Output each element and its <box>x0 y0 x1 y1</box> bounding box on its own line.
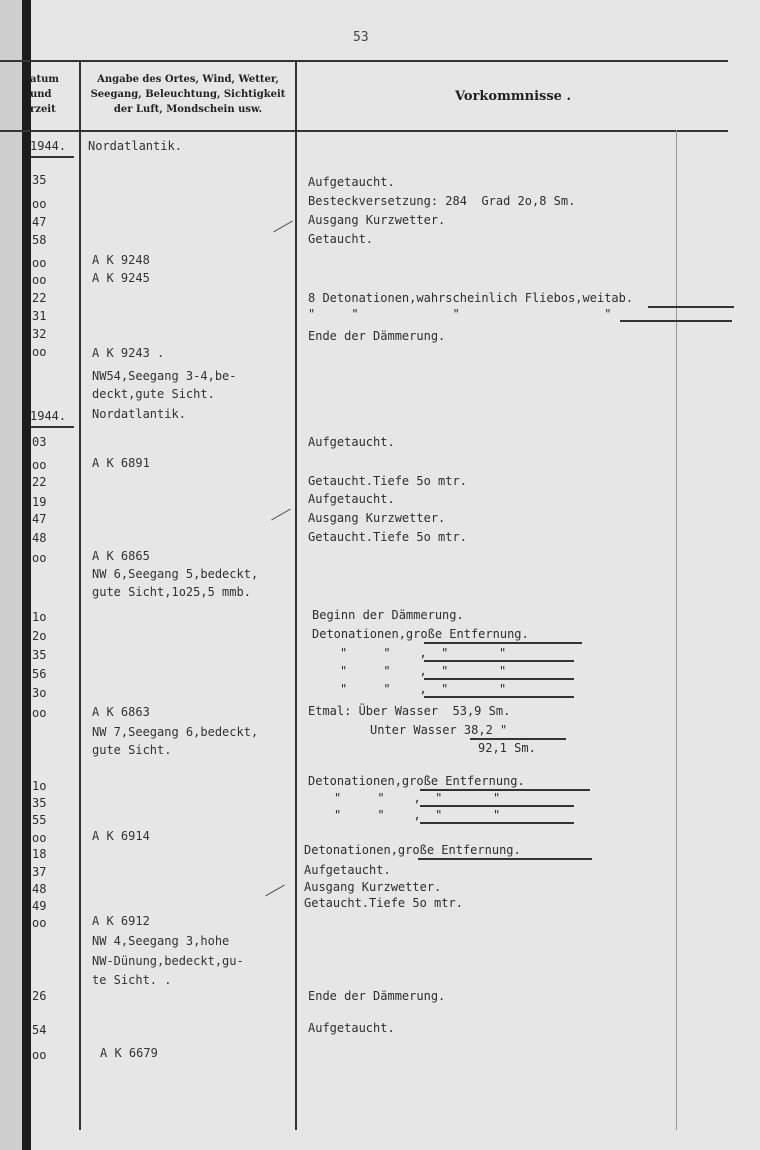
time-entry: 49 <box>32 899 47 913</box>
header-bottom-rule <box>0 130 728 132</box>
header-col-date-line: atum <box>30 74 59 85</box>
time-entry: oo <box>32 706 47 720</box>
location-entry: NW54,Seegang 3-4,be- <box>92 369 237 383</box>
location-entry: A K 9245 <box>92 271 150 285</box>
column-rule-1 <box>79 60 81 1130</box>
header-col-location <box>82 72 294 117</box>
time-entry: oo <box>32 197 47 211</box>
check-mark <box>273 221 293 233</box>
event-entry: Aufgetaucht. <box>304 863 391 877</box>
year-underline <box>30 426 74 428</box>
time-entry: oo <box>32 916 47 930</box>
year-underline <box>30 156 74 158</box>
year-entry: 1944. <box>30 409 67 423</box>
header-col-events: Vorkommnisse . <box>455 89 571 104</box>
header-col-date-line: und <box>30 89 52 100</box>
event-underline <box>424 678 574 680</box>
event-entry: 8 Detonationen,wahrscheinlich Fliebos,weitab. <box>308 291 634 305</box>
location-entry: A K 6679 <box>100 1046 158 1060</box>
event-entry: Getaucht.Tiefe 5o mtr. <box>304 896 463 910</box>
location-entry: A K 6891 <box>92 456 150 470</box>
event-underline <box>424 642 582 644</box>
event-entry: 92,1 Sm. <box>478 741 536 755</box>
location-entry: gute Sicht. <box>92 743 172 757</box>
location-entry: A K 9248 <box>92 253 150 267</box>
location-entry: NW 6,Seegang 5,bedeckt, <box>92 567 259 581</box>
time-entry: 47 <box>32 215 47 229</box>
event-entry: Getaucht.Tiefe 5o mtr. <box>308 474 467 488</box>
event-entry: " " , " " <box>334 791 501 805</box>
event-entry: " " , " " <box>334 808 501 822</box>
location-entry: gute Sicht,1o25,5 mmb. <box>92 585 251 599</box>
location-entry: te Sicht. . <box>92 973 172 987</box>
time-entry: 3o <box>32 686 47 700</box>
time-entry: 22 <box>32 475 47 489</box>
time-entry: oo <box>32 551 47 565</box>
check-mark <box>271 509 291 521</box>
time-entry: 48 <box>32 531 47 545</box>
page-number: 53 <box>353 30 369 45</box>
page-edge <box>0 0 22 1150</box>
location-entry: A K 6865 <box>92 549 150 563</box>
event-entry: Unter Wasser 38,2 " <box>370 723 508 737</box>
time-entry: oo <box>32 273 47 287</box>
column-rule-3 <box>676 130 677 1130</box>
check-mark <box>265 885 285 897</box>
location-entry: NW 4,Seegang 3,hohe <box>92 934 230 948</box>
time-entry: 54 <box>32 1023 47 1037</box>
time-entry: oo <box>32 1048 47 1062</box>
location-entry: NW 7,Seegang 6,bedeckt, <box>92 725 259 739</box>
event-entry: Ende der Dämmerung. <box>308 989 446 1003</box>
header-col-date-line: rzeit <box>30 104 56 115</box>
time-entry: 56 <box>32 667 47 681</box>
time-entry: 03 <box>32 435 47 449</box>
event-entry: Besteckversetzung: 284 Grad 2o,8 Sm. <box>308 194 576 208</box>
time-entry: 32 <box>32 327 47 341</box>
time-entry: 35 <box>32 648 47 662</box>
event-entry: Aufgetaucht. <box>308 1021 395 1035</box>
location-entry: A K 9243 . <box>92 346 165 360</box>
time-entry: 37 <box>32 865 47 879</box>
time-entry: 22 <box>32 291 47 305</box>
time-entry: oo <box>32 256 47 270</box>
header-col-location-line: Angabe des Ortes, Wind, Wetter, <box>97 74 279 85</box>
event-entry: Ausgang Kurzwetter. <box>308 213 446 227</box>
time-entry: 35 <box>32 796 47 810</box>
time-entry: 1o <box>32 779 47 793</box>
location-entry: Nordatlantik. <box>92 407 186 421</box>
event-entry: Detonationen,große Entfernung. <box>312 627 529 641</box>
event-underline <box>648 306 734 308</box>
header-top-rule <box>0 60 728 62</box>
event-underline <box>620 320 732 322</box>
time-entry: 47 <box>32 512 47 526</box>
time-entry: 26 <box>32 989 47 1003</box>
event-underline <box>424 696 574 698</box>
location-entry: deckt,gute Sicht. <box>92 387 215 401</box>
year-entry: 1944. <box>30 139 67 153</box>
event-entry: " " , " " <box>340 682 507 696</box>
time-entry: 48 <box>32 882 47 896</box>
location-entry: A K 6914 <box>92 829 150 843</box>
header-col-date <box>30 72 78 117</box>
event-underline <box>418 858 592 860</box>
event-entry: Beginn der Dämmerung. <box>312 608 464 622</box>
event-underline <box>424 660 574 662</box>
location-entry: A K 6912 <box>92 914 150 928</box>
header-col-location-line: der Luft, Mondschein usw. <box>113 104 263 115</box>
location-entry: NW-Dünung,bedeckt,gu- <box>92 954 244 968</box>
time-entry: oo <box>32 831 47 845</box>
event-entry: " " , " " <box>340 646 507 660</box>
event-entry: Getaucht. <box>308 232 374 246</box>
event-entry: Ende der Dämmerung. <box>308 329 446 343</box>
time-entry: 18 <box>32 847 47 861</box>
time-entry: 58 <box>32 233 47 247</box>
header-col-location-line: Seegang, Beleuchtung, Sichtigkeit <box>90 89 286 100</box>
time-entry: 31 <box>32 309 47 323</box>
event-underline <box>420 822 574 824</box>
event-entry: Detonationen,große Entfernung. <box>304 843 521 857</box>
time-entry: 19 <box>32 495 47 509</box>
time-entry: 35 <box>32 173 47 187</box>
location-entry: Nordatlantik. <box>88 139 182 153</box>
event-entry: " " " " <box>308 307 612 321</box>
event-entry: Ausgang Kurzwetter. <box>304 880 442 894</box>
time-entry: 1o <box>32 610 47 624</box>
column-rule-2 <box>295 60 297 1130</box>
location-entry: A K 6863 <box>92 705 150 719</box>
binding-strip <box>22 0 31 1150</box>
time-entry: 55 <box>32 813 47 827</box>
time-entry: oo <box>32 458 47 472</box>
event-entry: Aufgetaucht. <box>308 435 395 449</box>
event-entry: " " , " " <box>340 664 507 678</box>
event-entry: Aufgetaucht. <box>308 492 395 506</box>
time-entry: oo <box>32 345 47 359</box>
time-entry: 2o <box>32 629 47 643</box>
event-entry: Detonationen,große Entfernung. <box>308 774 525 788</box>
event-entry: Etmal: Über Wasser 53,9 Sm. <box>308 704 511 718</box>
event-entry: Aufgetaucht. <box>308 175 395 189</box>
event-entry: Getaucht.Tiefe 5o mtr. <box>308 530 467 544</box>
event-entry: Ausgang Kurzwetter. <box>308 511 446 525</box>
